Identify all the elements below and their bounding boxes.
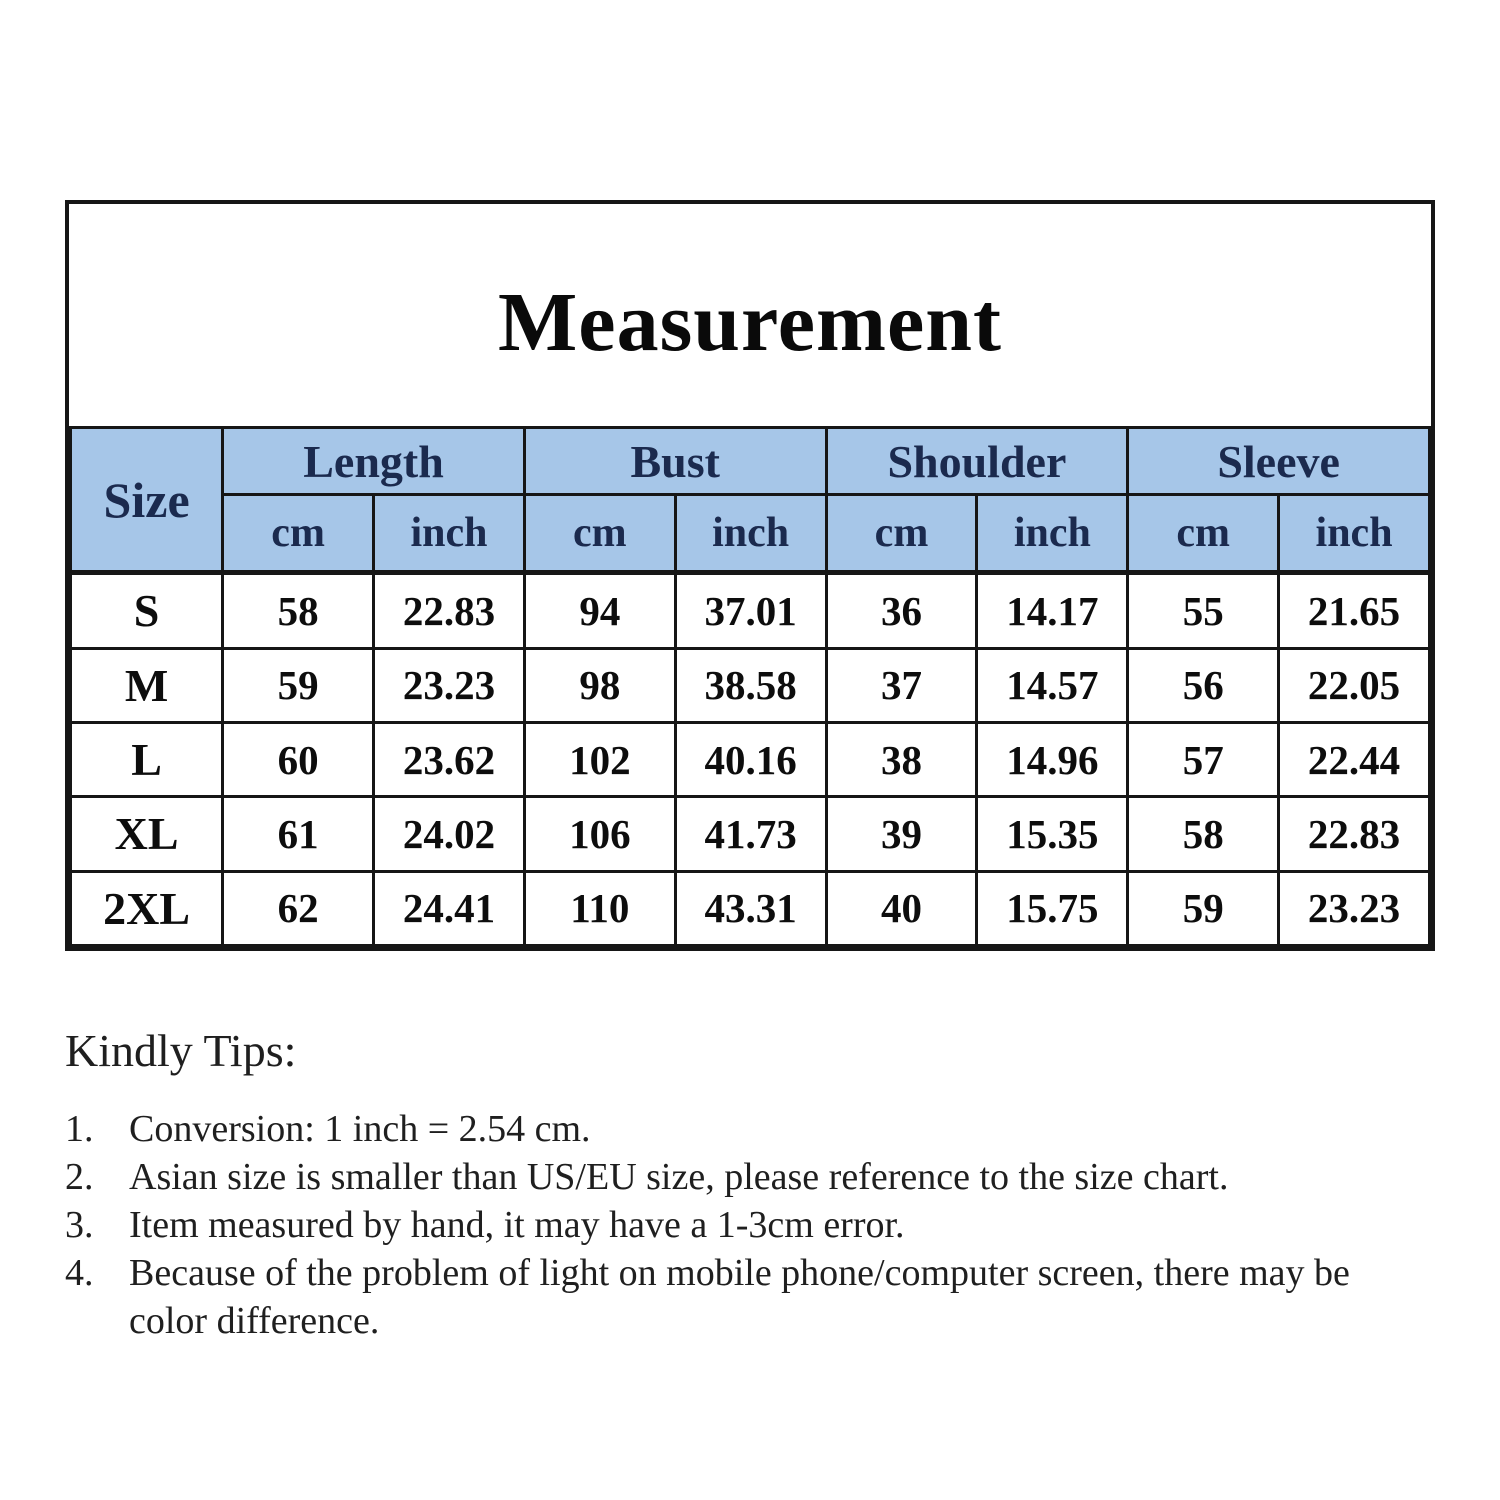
measurement-cell: 14.17 [977, 573, 1128, 649]
measurement-cell: 21.65 [1279, 573, 1430, 649]
kindly-tips-section [65, 1024, 1460, 1345]
measurement-cell: 38.58 [675, 648, 826, 722]
measurement-cell: 98 [524, 648, 675, 722]
unit-header-length-cm: cm [223, 495, 374, 573]
measurement-cell: 24.41 [374, 871, 525, 945]
size-row-label: L [71, 722, 223, 796]
tip-number: 1. [65, 1108, 94, 1150]
table-row-s [71, 573, 1430, 649]
table-row-xl [71, 797, 1430, 871]
measurement-cell: 58 [1128, 797, 1279, 871]
unit-header-shoulder-inch: inch [977, 495, 1128, 573]
measurement-cell: 62 [223, 871, 374, 945]
table-row-m [71, 648, 1430, 722]
measurement-cell: 41.73 [675, 797, 826, 871]
measurement-cell: 59 [223, 648, 374, 722]
tip-item [65, 1105, 1460, 1153]
measurement-sheet [65, 200, 1435, 951]
size-row-label: XL [71, 797, 223, 871]
table-group-header-row [71, 428, 1430, 495]
measurement-cell: 22.83 [1279, 797, 1430, 871]
tip-text: Item measured by hand, it may have a 1-3cm error. [129, 1204, 905, 1246]
measurement-cell: 22.83 [374, 573, 525, 649]
column-header-size: Size [71, 428, 223, 573]
measurement-cell: 55 [1128, 573, 1279, 649]
unit-header-bust-cm: cm [524, 495, 675, 573]
tips-heading: Kindly Tips: [65, 1025, 297, 1076]
measurement-cell: 15.75 [977, 871, 1128, 945]
column-header-length: Length [223, 428, 525, 495]
tip-number: 4. [65, 1252, 94, 1294]
measurement-cell: 43.31 [675, 871, 826, 945]
unit-header-shoulder-cm: cm [826, 495, 977, 573]
column-header-sleeve: Sleeve [1128, 428, 1430, 495]
measurement-cell: 61 [223, 797, 374, 871]
measurement-cell: 14.57 [977, 648, 1128, 722]
measurement-cell: 36 [826, 573, 977, 649]
tip-item [65, 1249, 1460, 1345]
table-row-2xl [71, 871, 1430, 945]
measurement-cell: 110 [524, 871, 675, 945]
measurement-cell: 102 [524, 722, 675, 796]
unit-header-sleeve-cm: cm [1128, 495, 1279, 573]
measurement-cell: 37.01 [675, 573, 826, 649]
unit-header-sleeve-inch: inch [1279, 495, 1430, 573]
measurement-cell: 15.35 [977, 797, 1128, 871]
tip-text: Asian size is smaller than US/EU size, please reference to the size chart. [129, 1156, 1229, 1198]
unit-header-bust-inch: inch [675, 495, 826, 573]
measurement-cell: 37 [826, 648, 977, 722]
measurement-cell: 57 [1128, 722, 1279, 796]
measurement-cell: 60 [223, 722, 374, 796]
table-unit-header-row [71, 495, 1430, 573]
size-row-label: 2XL [71, 871, 223, 945]
measurement-cell: 23.62 [374, 722, 525, 796]
measurement-cell: 58 [223, 573, 374, 649]
tip-number: 3. [65, 1204, 94, 1246]
tip-item [65, 1153, 1460, 1201]
measurement-cell: 23.23 [1279, 871, 1430, 945]
tip-text: Because of the problem of light on mobile phone/computer screen, there may be color difference. [129, 1252, 1350, 1342]
measurement-cell: 56 [1128, 648, 1279, 722]
measurement-cell: 40.16 [675, 722, 826, 796]
tip-item [65, 1201, 1460, 1249]
table-row-l [71, 722, 1430, 796]
measurement-cell: 106 [524, 797, 675, 871]
measurement-cell: 38 [826, 722, 977, 796]
column-header-bust: Bust [524, 428, 826, 495]
column-header-shoulder: Shoulder [826, 428, 1128, 495]
measurement-cell: 39 [826, 797, 977, 871]
measurement-table [69, 426, 1431, 947]
measurement-cell: 22.44 [1279, 722, 1430, 796]
measurement-cell: 24.02 [374, 797, 525, 871]
unit-header-length-inch: inch [374, 495, 525, 573]
measurement-cell: 59 [1128, 871, 1279, 945]
title-block [69, 204, 1431, 426]
measurement-cell: 22.05 [1279, 648, 1430, 722]
measurement-cell: 23.23 [374, 648, 525, 722]
tip-number: 2. [65, 1156, 94, 1198]
size-row-label: S [71, 573, 223, 649]
tip-text: Conversion: 1 inch = 2.54 cm. [129, 1108, 591, 1150]
measurement-cell: 14.96 [977, 722, 1128, 796]
tips-list [65, 1105, 1460, 1345]
measurement-cell: 40 [826, 871, 977, 945]
measurement-cell: 94 [524, 573, 675, 649]
size-row-label: M [71, 648, 223, 722]
page-title: Measurement [498, 275, 1002, 369]
